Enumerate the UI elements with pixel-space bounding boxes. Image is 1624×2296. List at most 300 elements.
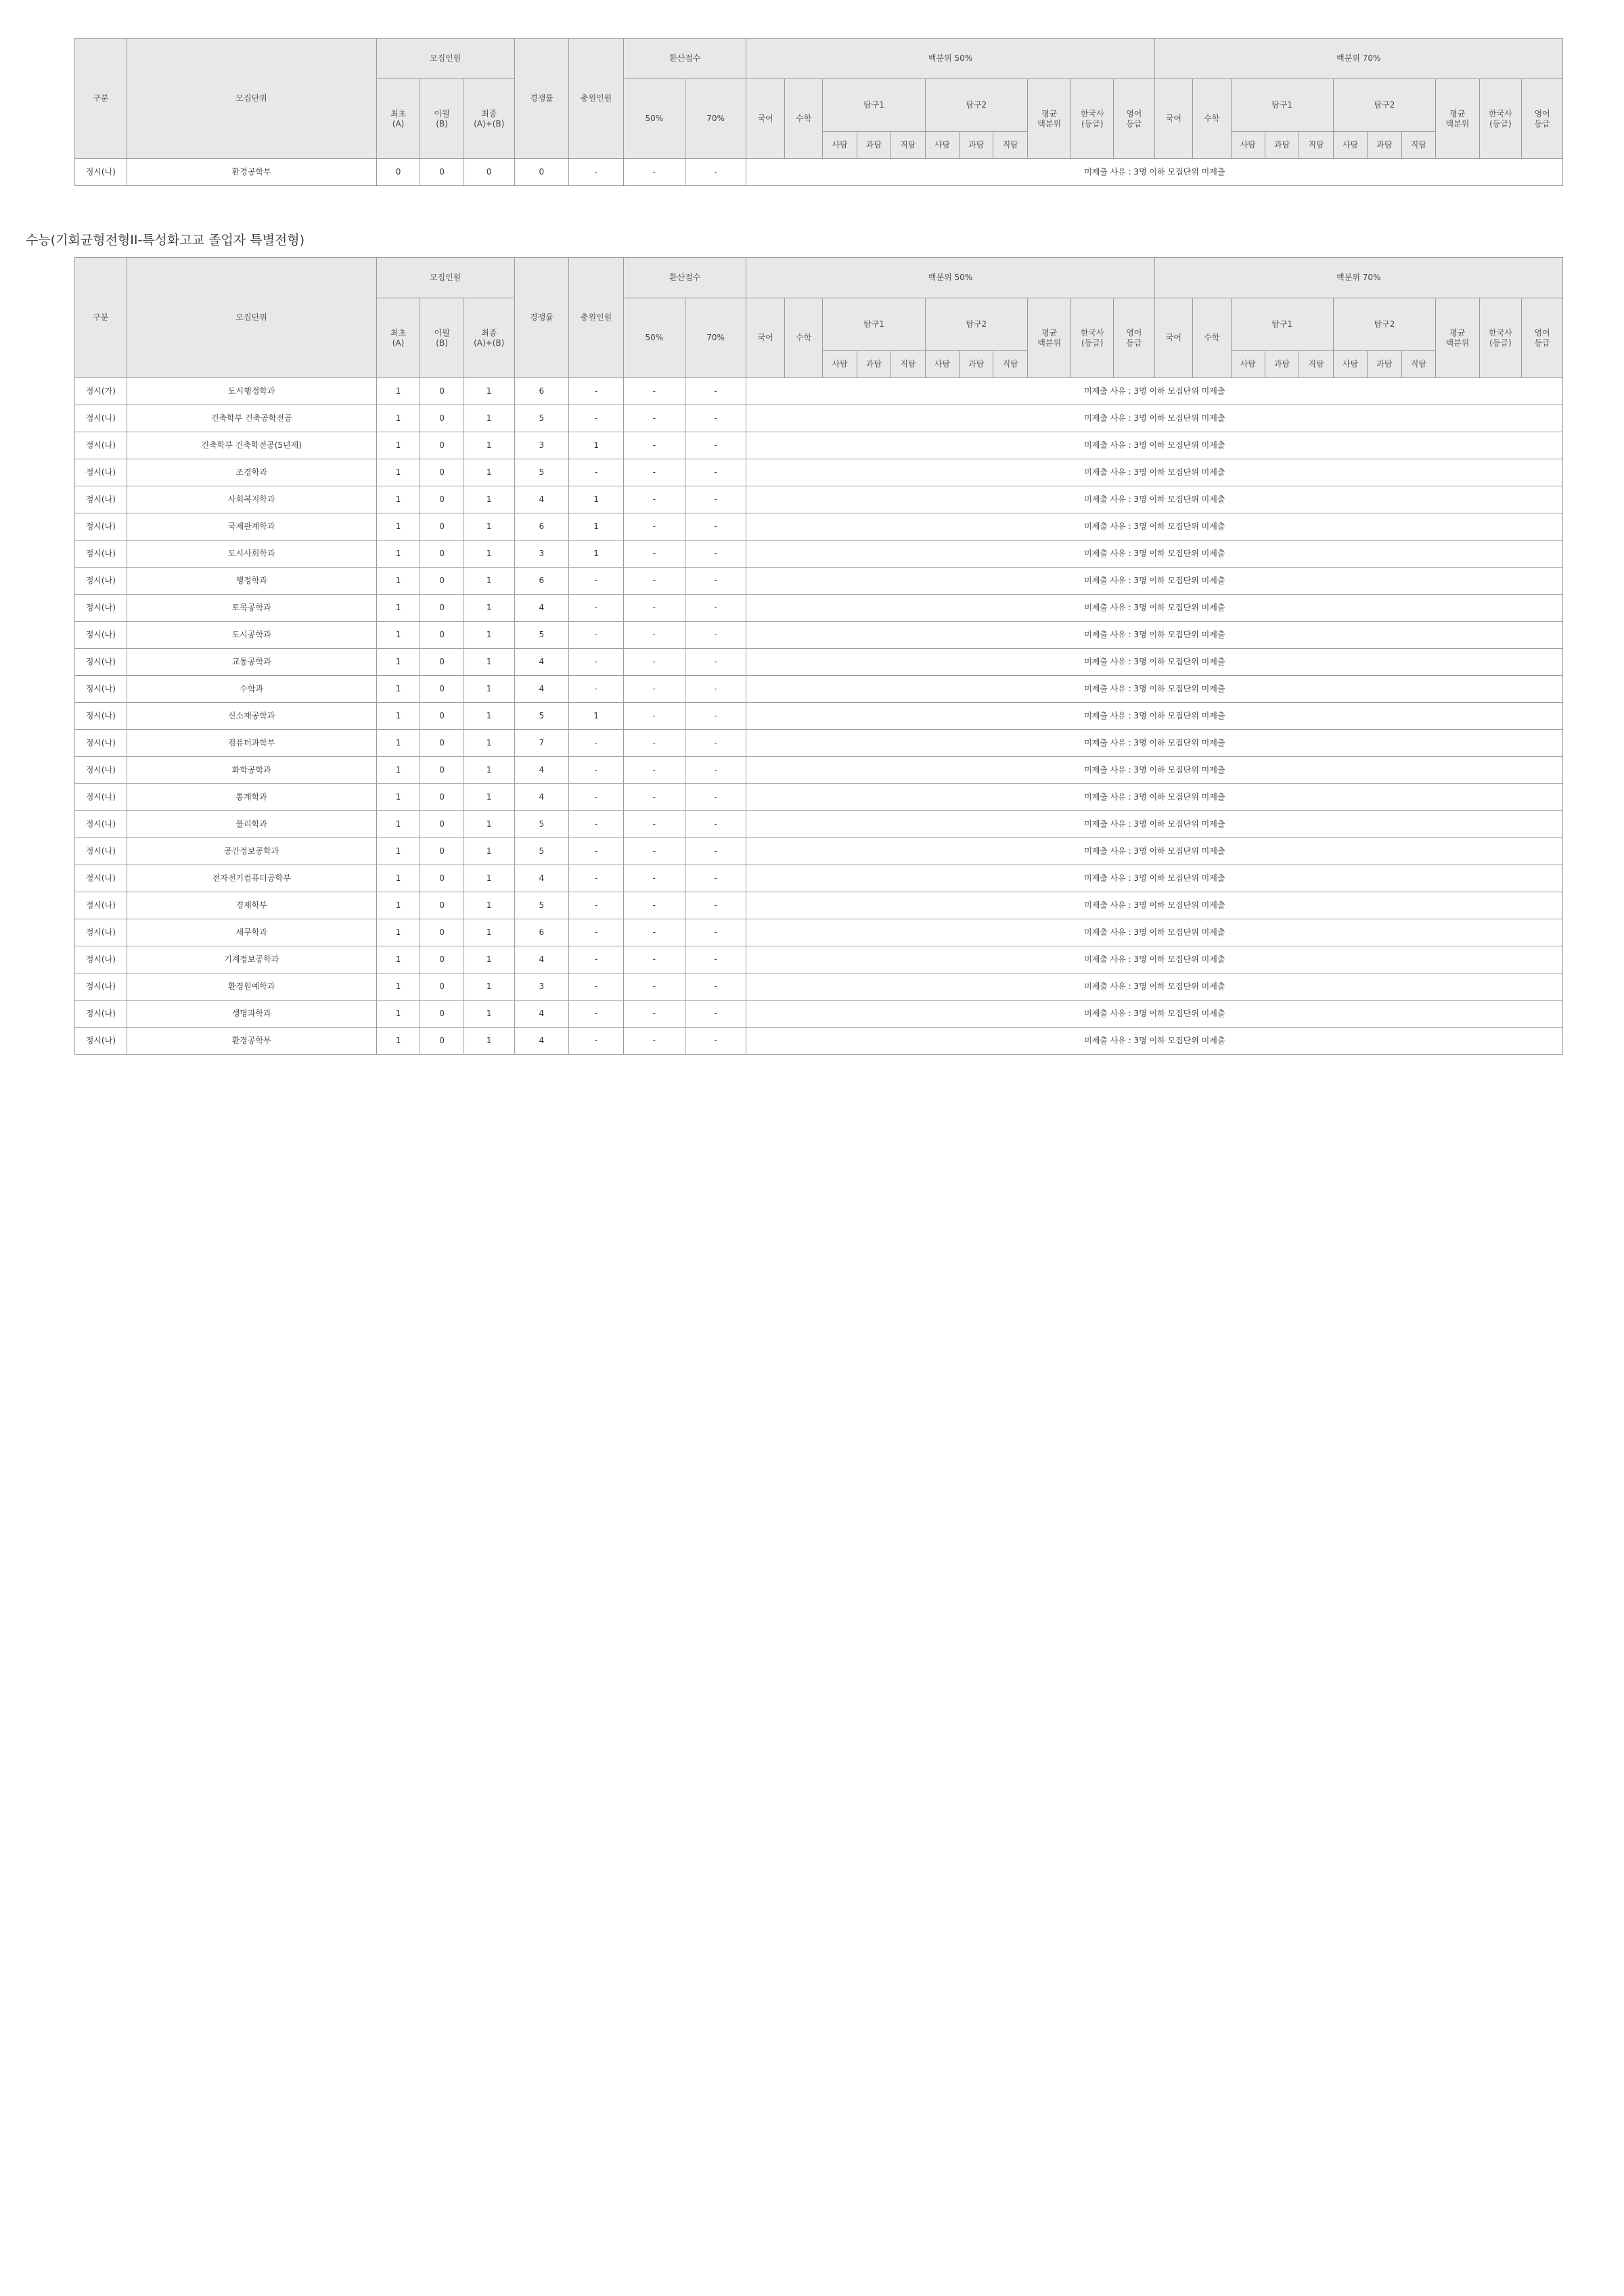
table-row: [75, 838, 1563, 865]
cell-waitlist: -: [569, 378, 624, 405]
cell-transfer: 0: [420, 541, 464, 568]
cell-competition: 6: [514, 919, 569, 946]
cell-waitlist: -: [569, 159, 624, 186]
cell-waitlist: -: [569, 730, 624, 757]
cell-conv-70: -: [685, 757, 746, 784]
admission-table-1-container: [74, 38, 1563, 186]
cell-unit: 조경학과: [127, 459, 376, 486]
cell-not-submitted-note: 미제출 사유 : 3명 이하 모집단위 미제출: [746, 838, 1563, 865]
cell-conv-70: -: [685, 892, 746, 919]
cell-final: 1: [464, 811, 514, 838]
cell-conv-70: -: [685, 1028, 746, 1055]
table-row: [75, 919, 1563, 946]
cell-waitlist: -: [569, 1028, 624, 1055]
cell-conv-50: -: [623, 892, 685, 919]
cell-gubun: 정시(나): [75, 622, 127, 649]
cell-competition: 6: [514, 568, 569, 595]
cell-initial: 1: [376, 865, 420, 892]
table-row: [75, 513, 1563, 541]
cell-competition: 5: [514, 892, 569, 919]
table-row: [75, 811, 1563, 838]
cell-not-submitted-note: 미제출 사유 : 3명 이하 모집단위 미제출: [746, 159, 1563, 186]
cell-unit: 물리학과: [127, 811, 376, 838]
header-vocational-50-2: 직탐: [993, 351, 1027, 378]
cell-waitlist: -: [569, 568, 624, 595]
header-social-50-1: 사탐: [823, 132, 857, 159]
cell-gubun: 정시(나): [75, 703, 127, 730]
cell-gubun: 정시(나): [75, 757, 127, 784]
cell-conv-50: -: [623, 1028, 685, 1055]
header-conv-70: 70%: [685, 298, 746, 378]
cell-competition: 4: [514, 1001, 569, 1028]
cell-transfer: 0: [420, 919, 464, 946]
cell-transfer: 0: [420, 865, 464, 892]
cell-conv-50: -: [623, 919, 685, 946]
cell-conv-70: -: [685, 973, 746, 1001]
cell-conv-50: -: [623, 622, 685, 649]
header-vocational-70-1: 직탐: [1299, 132, 1333, 159]
cell-initial: 1: [376, 405, 420, 432]
cell-competition: 5: [514, 838, 569, 865]
header-percentile-50: 백분위 50%: [746, 258, 1154, 298]
cell-transfer: 0: [420, 973, 464, 1001]
cell-gubun: 정시(나): [75, 459, 127, 486]
cell-competition: 7: [514, 730, 569, 757]
cell-final: 1: [464, 865, 514, 892]
header-avg-70: 평균 백분위: [1436, 79, 1480, 159]
table-row: [75, 676, 1563, 703]
cell-transfer: 0: [420, 1001, 464, 1028]
cell-unit: 도시사회학과: [127, 541, 376, 568]
header-final: 최종 (A)+(B): [464, 79, 514, 159]
cell-not-submitted-note: 미제출 사유 : 3명 이하 모집단위 미제출: [746, 432, 1563, 459]
table-row: [75, 432, 1563, 459]
cell-transfer: 0: [420, 703, 464, 730]
header-math-50: 수학: [784, 79, 822, 159]
header-english-50: 영어 등급: [1113, 298, 1154, 378]
header-inquiry1-70: 탐구1: [1231, 298, 1333, 351]
cell-conv-70: -: [685, 865, 746, 892]
cell-transfer: 0: [420, 459, 464, 486]
cell-initial: 1: [376, 892, 420, 919]
cell-conv-70: -: [685, 159, 746, 186]
table-row: [75, 622, 1563, 649]
cell-conv-50: -: [623, 595, 685, 622]
cell-conv-70: -: [685, 919, 746, 946]
cell-competition: 4: [514, 865, 569, 892]
header-science-70-2: 과탐: [1368, 132, 1401, 159]
cell-waitlist: 1: [569, 541, 624, 568]
cell-gubun: 정시(나): [75, 432, 127, 459]
cell-transfer: 0: [420, 1028, 464, 1055]
cell-conv-50: -: [623, 730, 685, 757]
header-avg-50: 평균 백분위: [1027, 298, 1071, 378]
cell-final: 1: [464, 622, 514, 649]
cell-transfer: 0: [420, 649, 464, 676]
admission-table-1: [74, 38, 1563, 186]
header-vocational-50-2: 직탐: [993, 132, 1027, 159]
cell-conv-50: -: [623, 378, 685, 405]
header-math-70: 수학: [1193, 298, 1231, 378]
header-competition: 경쟁률: [514, 258, 569, 378]
cell-gubun: 정시(나): [75, 159, 127, 186]
cell-gubun: 정시(나): [75, 1001, 127, 1028]
cell-competition: 3: [514, 541, 569, 568]
cell-unit: 화학공학과: [127, 757, 376, 784]
cell-not-submitted-note: 미제출 사유 : 3명 이하 모집단위 미제출: [746, 757, 1563, 784]
cell-conv-70: -: [685, 703, 746, 730]
cell-unit: 전자전기컴퓨터공학부: [127, 865, 376, 892]
header-science-50-1: 과탐: [857, 132, 890, 159]
cell-not-submitted-note: 미제출 사유 : 3명 이하 모집단위 미제출: [746, 486, 1563, 513]
cell-not-submitted-note: 미제출 사유 : 3명 이하 모집단위 미제출: [746, 378, 1563, 405]
cell-competition: 3: [514, 432, 569, 459]
header-social-50-1: 사탐: [823, 351, 857, 378]
cell-transfer: 0: [420, 432, 464, 459]
cell-unit: 토목공학과: [127, 595, 376, 622]
table-row: [75, 973, 1563, 1001]
header-english-70: 영어 등급: [1522, 79, 1563, 159]
cell-conv-70: -: [685, 568, 746, 595]
cell-initial: 0: [376, 159, 420, 186]
cell-transfer: 0: [420, 784, 464, 811]
cell-initial: 1: [376, 568, 420, 595]
cell-unit: 기계정보공학과: [127, 946, 376, 973]
cell-not-submitted-note: 미제출 사유 : 3명 이하 모집단위 미제출: [746, 973, 1563, 1001]
cell-waitlist: 1: [569, 513, 624, 541]
table-row: [75, 892, 1563, 919]
cell-conv-50: -: [623, 459, 685, 486]
header-social-50-2: 사탐: [925, 351, 959, 378]
cell-unit: 환경원예학과: [127, 973, 376, 1001]
cell-final: 1: [464, 649, 514, 676]
header-gubun: 구분: [75, 39, 127, 159]
cell-competition: 4: [514, 486, 569, 513]
cell-conv-70: -: [685, 811, 746, 838]
cell-not-submitted-note: 미제출 사유 : 3명 이하 모집단위 미제출: [746, 676, 1563, 703]
table-row: [75, 946, 1563, 973]
cell-competition: 5: [514, 459, 569, 486]
cell-conv-70: -: [685, 838, 746, 865]
header-korean-70: 국어: [1154, 79, 1192, 159]
cell-unit: 생명과학과: [127, 1001, 376, 1028]
table-row: [75, 757, 1563, 784]
cell-final: 1: [464, 513, 514, 541]
table-row: [75, 1001, 1563, 1028]
cell-not-submitted-note: 미제출 사유 : 3명 이하 모집단위 미제출: [746, 811, 1563, 838]
cell-initial: 1: [376, 838, 420, 865]
cell-initial: 1: [376, 1028, 420, 1055]
cell-final: 1: [464, 730, 514, 757]
cell-waitlist: -: [569, 757, 624, 784]
cell-conv-70: -: [685, 378, 746, 405]
cell-unit: 세무학과: [127, 919, 376, 946]
header-vocational-70-2: 직탐: [1401, 132, 1435, 159]
cell-conv-50: -: [623, 973, 685, 1001]
cell-final: 1: [464, 757, 514, 784]
cell-conv-70: -: [685, 541, 746, 568]
cell-competition: 4: [514, 1028, 569, 1055]
header-history-50: 한국사 (등급): [1071, 298, 1114, 378]
header-avg-50: 평균 백분위: [1027, 79, 1071, 159]
cell-gubun: 정시(나): [75, 730, 127, 757]
header-conv-50: 50%: [623, 79, 685, 159]
cell-conv-50: -: [623, 703, 685, 730]
cell-competition: 4: [514, 676, 569, 703]
header-recruit: 모집인원: [376, 39, 514, 79]
cell-not-submitted-note: 미제출 사유 : 3명 이하 모집단위 미제출: [746, 459, 1563, 486]
cell-final: 1: [464, 919, 514, 946]
cell-gubun: 정시(나): [75, 1028, 127, 1055]
header-waitlist: 충원인원: [569, 39, 624, 159]
cell-not-submitted-note: 미제출 사유 : 3명 이하 모집단위 미제출: [746, 1028, 1563, 1055]
cell-unit: 건축학부 건축학전공(5년제): [127, 432, 376, 459]
admission-table-2-container: [74, 257, 1563, 1055]
cell-waitlist: -: [569, 1001, 624, 1028]
header-vocational-50-1: 직탐: [891, 351, 925, 378]
cell-final: 1: [464, 541, 514, 568]
cell-gubun: 정시(나): [75, 513, 127, 541]
cell-conv-70: -: [685, 784, 746, 811]
header-korean-70: 국어: [1154, 298, 1192, 378]
cell-transfer: 0: [420, 811, 464, 838]
cell-waitlist: -: [569, 946, 624, 973]
header-math-70: 수학: [1193, 79, 1231, 159]
cell-final: 1: [464, 1001, 514, 1028]
cell-final: 1: [464, 595, 514, 622]
table-row: [75, 378, 1563, 405]
table-row: [75, 159, 1563, 186]
header-inquiry2-50: 탐구2: [925, 298, 1027, 351]
cell-conv-50: -: [623, 865, 685, 892]
cell-unit: 통계학과: [127, 784, 376, 811]
cell-unit: 컴퓨터과학부: [127, 730, 376, 757]
cell-conv-50: -: [623, 513, 685, 541]
cell-final: 1: [464, 838, 514, 865]
header-science-50-1: 과탐: [857, 351, 890, 378]
cell-initial: 1: [376, 541, 420, 568]
cell-final: 1: [464, 568, 514, 595]
cell-transfer: 0: [420, 730, 464, 757]
cell-initial: 1: [376, 757, 420, 784]
cell-waitlist: -: [569, 865, 624, 892]
cell-final: 1: [464, 378, 514, 405]
cell-not-submitted-note: 미제출 사유 : 3명 이하 모집단위 미제출: [746, 595, 1563, 622]
header-transfer: 이월 (B): [420, 79, 464, 159]
cell-competition: 6: [514, 378, 569, 405]
cell-transfer: 0: [420, 568, 464, 595]
cell-final: 1: [464, 892, 514, 919]
header-inquiry1-50: 탐구1: [823, 298, 925, 351]
cell-transfer: 0: [420, 622, 464, 649]
table-row: [75, 730, 1563, 757]
cell-conv-50: -: [623, 1001, 685, 1028]
cell-conv-70: -: [685, 432, 746, 459]
cell-not-submitted-note: 미제출 사유 : 3명 이하 모집단위 미제출: [746, 892, 1563, 919]
cell-unit: 도시행정학과: [127, 378, 376, 405]
cell-initial: 1: [376, 730, 420, 757]
cell-conv-70: -: [685, 595, 746, 622]
cell-gubun: 정시(나): [75, 784, 127, 811]
header-unit: 모집단위: [127, 39, 376, 159]
header-social-70-1: 사탐: [1231, 351, 1265, 378]
cell-conv-50: -: [623, 405, 685, 432]
cell-unit: 교통공학과: [127, 649, 376, 676]
cell-conv-70: -: [685, 459, 746, 486]
cell-transfer: 0: [420, 513, 464, 541]
table-row: [75, 568, 1563, 595]
cell-waitlist: -: [569, 595, 624, 622]
admission-table-2: [74, 257, 1563, 1055]
cell-transfer: 0: [420, 892, 464, 919]
header-social-70-2: 사탐: [1333, 132, 1367, 159]
cell-gubun: 정시(나): [75, 649, 127, 676]
cell-competition: 0: [514, 159, 569, 186]
cell-waitlist: -: [569, 919, 624, 946]
cell-unit: 환경공학부: [127, 1028, 376, 1055]
cell-conv-50: -: [623, 676, 685, 703]
cell-initial: 1: [376, 703, 420, 730]
header-science-50-2: 과탐: [960, 351, 993, 378]
cell-conv-50: -: [623, 946, 685, 973]
cell-not-submitted-note: 미제출 사유 : 3명 이하 모집단위 미제출: [746, 919, 1563, 946]
cell-unit: 도시공학과: [127, 622, 376, 649]
header-science-70-1: 과탐: [1265, 351, 1299, 378]
cell-competition: 4: [514, 946, 569, 973]
cell-initial: 1: [376, 973, 420, 1001]
cell-competition: 5: [514, 622, 569, 649]
header-history-50: 한국사 (등급): [1071, 79, 1114, 159]
cell-conv-70: -: [685, 486, 746, 513]
table-row: [75, 541, 1563, 568]
table-row: [75, 865, 1563, 892]
cell-final: 0: [464, 159, 514, 186]
header-gubun: 구분: [75, 258, 127, 378]
header-percentile-50: 백분위 50%: [746, 39, 1154, 79]
cell-gubun: 정시(나): [75, 568, 127, 595]
cell-conv-70: -: [685, 622, 746, 649]
table-row: [75, 703, 1563, 730]
cell-competition: 4: [514, 757, 569, 784]
cell-transfer: 0: [420, 378, 464, 405]
cell-gubun: 정시(나): [75, 405, 127, 432]
cell-unit: 신소재공학과: [127, 703, 376, 730]
cell-gubun: 정시(나): [75, 811, 127, 838]
cell-conv-70: -: [685, 405, 746, 432]
cell-conv-50: -: [623, 649, 685, 676]
cell-conv-50: -: [623, 838, 685, 865]
cell-conv-50: -: [623, 757, 685, 784]
header-korean-50: 국어: [746, 298, 784, 378]
cell-not-submitted-note: 미제출 사유 : 3명 이하 모집단위 미제출: [746, 1001, 1563, 1028]
cell-waitlist: -: [569, 676, 624, 703]
header-social-50-2: 사탐: [925, 132, 959, 159]
cell-gubun: 정시(나): [75, 973, 127, 1001]
header-waitlist: 충원인원: [569, 258, 624, 378]
table-row: [75, 486, 1563, 513]
cell-conv-70: -: [685, 730, 746, 757]
cell-gubun: 정시(나): [75, 676, 127, 703]
cell-initial: 1: [376, 1001, 420, 1028]
cell-waitlist: -: [569, 811, 624, 838]
header-converted-score: 환산점수: [623, 258, 746, 298]
header-english-70: 영어 등급: [1522, 298, 1563, 378]
header-conv-50: 50%: [623, 298, 685, 378]
cell-initial: 1: [376, 649, 420, 676]
cell-initial: 1: [376, 784, 420, 811]
header-history-70: 한국사 (등급): [1479, 298, 1522, 378]
cell-gubun: 정시(가): [75, 378, 127, 405]
cell-conv-50: -: [623, 811, 685, 838]
header-initial: 최초 (A): [376, 298, 420, 378]
header-science-70-1: 과탐: [1265, 132, 1299, 159]
cell-unit: 경제학부: [127, 892, 376, 919]
cell-conv-70: -: [685, 513, 746, 541]
cell-competition: 4: [514, 595, 569, 622]
cell-final: 1: [464, 784, 514, 811]
cell-transfer: 0: [420, 757, 464, 784]
cell-not-submitted-note: 미제출 사유 : 3명 이하 모집단위 미제출: [746, 513, 1563, 541]
header-inquiry2-50: 탐구2: [925, 79, 1027, 132]
cell-conv-70: -: [685, 1001, 746, 1028]
cell-unit: 수학과: [127, 676, 376, 703]
cell-gubun: 정시(나): [75, 595, 127, 622]
header-social-70-1: 사탐: [1231, 132, 1265, 159]
cell-competition: 5: [514, 703, 569, 730]
header-inquiry1-70: 탐구1: [1231, 79, 1333, 132]
cell-unit: 행정학과: [127, 568, 376, 595]
header-korean-50: 국어: [746, 79, 784, 159]
cell-gubun: 정시(나): [75, 541, 127, 568]
header-vocational-70-2: 직탐: [1401, 351, 1435, 378]
cell-transfer: 0: [420, 595, 464, 622]
cell-conv-50: -: [623, 541, 685, 568]
header-transfer: 이월 (B): [420, 298, 464, 378]
cell-unit: 국제관계학과: [127, 513, 376, 541]
header-inquiry1-50: 탐구1: [823, 79, 925, 132]
cell-not-submitted-note: 미제출 사유 : 3명 이하 모집단위 미제출: [746, 865, 1563, 892]
header-final: 최종 (A)+(B): [464, 298, 514, 378]
cell-transfer: 0: [420, 405, 464, 432]
cell-not-submitted-note: 미제출 사유 : 3명 이하 모집단위 미제출: [746, 405, 1563, 432]
cell-waitlist: -: [569, 622, 624, 649]
header-english-50: 영어 등급: [1113, 79, 1154, 159]
cell-waitlist: -: [569, 784, 624, 811]
cell-gubun: 정시(나): [75, 892, 127, 919]
cell-competition: 4: [514, 649, 569, 676]
header-unit: 모집단위: [127, 258, 376, 378]
cell-conv-50: -: [623, 432, 685, 459]
cell-final: 1: [464, 486, 514, 513]
cell-conv-50: -: [623, 568, 685, 595]
cell-not-submitted-note: 미제출 사유 : 3명 이하 모집단위 미제출: [746, 622, 1563, 649]
cell-initial: 1: [376, 459, 420, 486]
header-avg-70: 평균 백분위: [1436, 298, 1480, 378]
cell-initial: 1: [376, 946, 420, 973]
header-inquiry2-70: 탐구2: [1333, 298, 1435, 351]
cell-conv-70: -: [685, 676, 746, 703]
cell-not-submitted-note: 미제출 사유 : 3명 이하 모집단위 미제출: [746, 703, 1563, 730]
cell-not-submitted-note: 미제출 사유 : 3명 이하 모집단위 미제출: [746, 649, 1563, 676]
cell-transfer: 0: [420, 159, 464, 186]
section-title: 수능(기회균형전형II-특성화고교 졸업자 특별전형): [26, 233, 305, 248]
table-row: [75, 649, 1563, 676]
cell-not-submitted-note: 미제출 사유 : 3명 이하 모집단위 미제출: [746, 730, 1563, 757]
cell-initial: 1: [376, 811, 420, 838]
cell-initial: 1: [376, 622, 420, 649]
cell-conv-50: -: [623, 486, 685, 513]
cell-conv-70: -: [685, 946, 746, 973]
